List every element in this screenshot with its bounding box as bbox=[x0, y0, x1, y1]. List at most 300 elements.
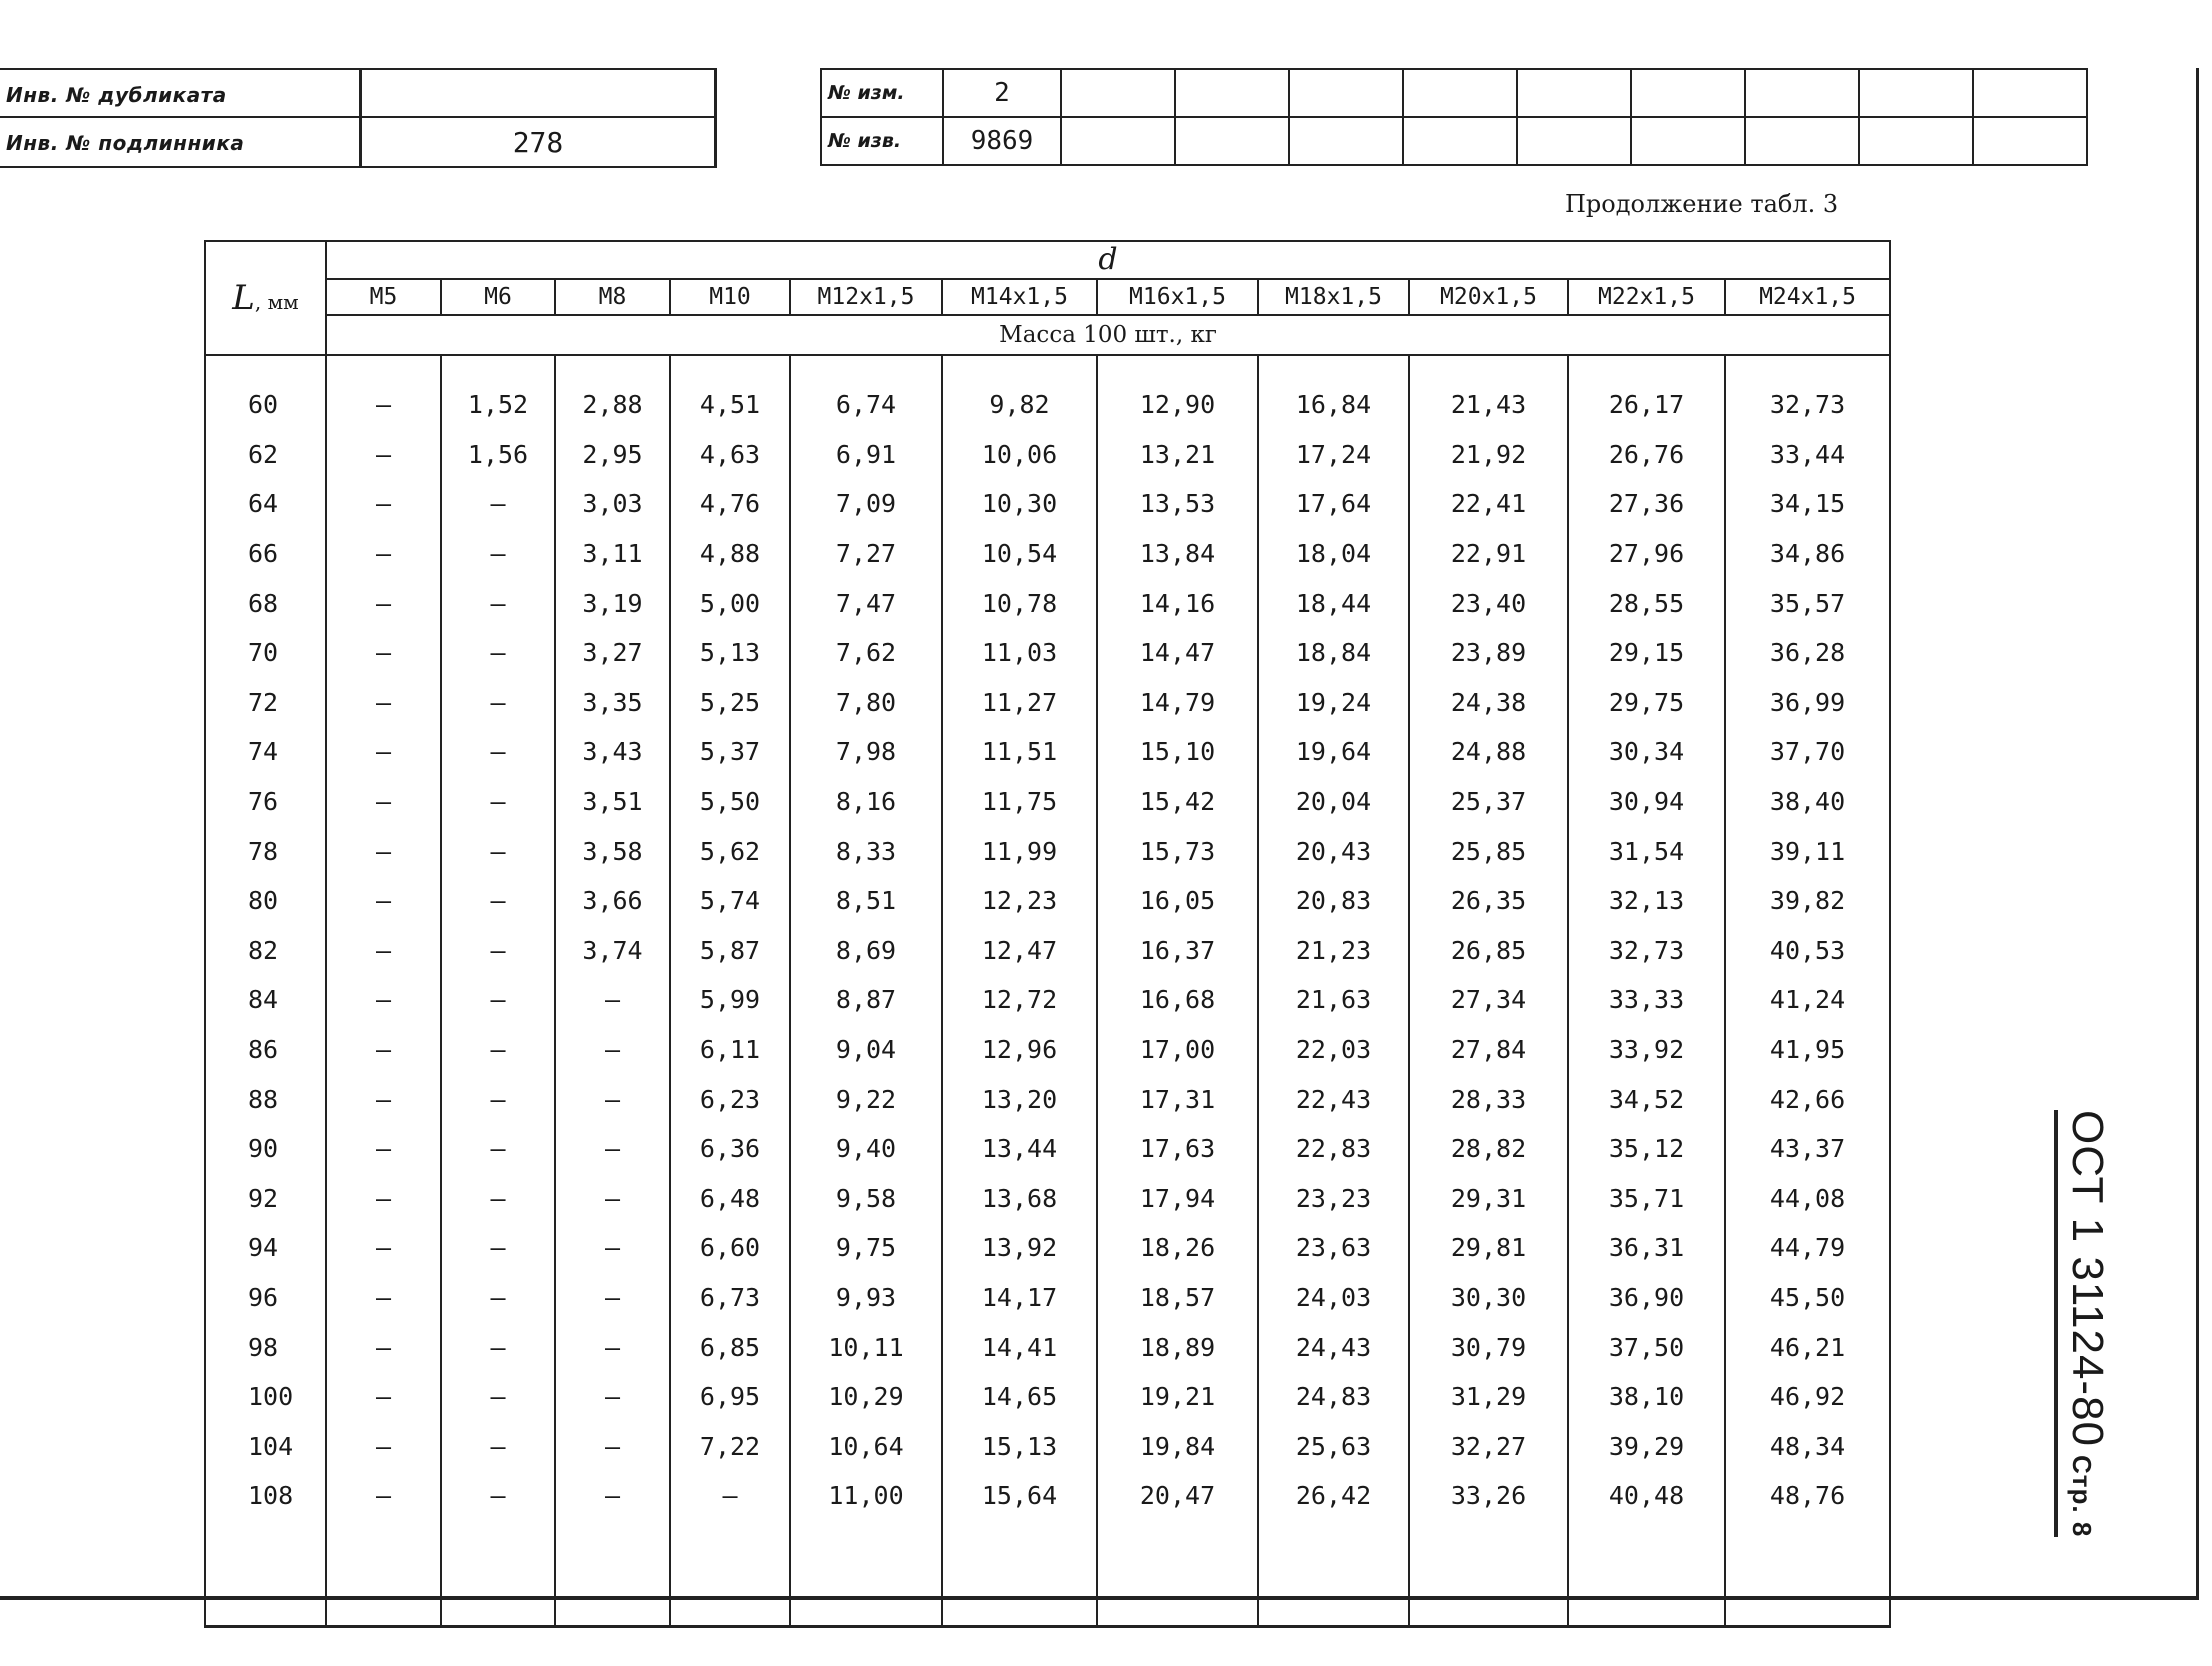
mass-cell: 38,40 bbox=[1725, 777, 1890, 827]
mass-cell: 12,23 bbox=[942, 876, 1097, 926]
mass-cell: 18,57 bbox=[1097, 1273, 1258, 1323]
mass-cell: 26,35 bbox=[1409, 876, 1568, 926]
mass-cell: 7,47 bbox=[790, 578, 942, 628]
empty-cell bbox=[1403, 117, 1517, 165]
mass-cell: 31,29 bbox=[1409, 1372, 1568, 1422]
mass-cell: – bbox=[555, 975, 670, 1025]
thread-size-header: M24x1,5 bbox=[1725, 279, 1890, 315]
mass-cell: 14,47 bbox=[1097, 628, 1258, 678]
mass-cell: 20,47 bbox=[1097, 1471, 1258, 1521]
mass-cell: 15,10 bbox=[1097, 727, 1258, 777]
filler-cell bbox=[1097, 1521, 1258, 1627]
mass-cell: – bbox=[555, 1471, 670, 1521]
length-cell: 98 bbox=[205, 1322, 326, 1372]
mass-cell: – bbox=[555, 1322, 670, 1372]
mass-cell: – bbox=[441, 926, 555, 976]
change-value: 2 bbox=[943, 69, 1061, 117]
mass-cell: 38,10 bbox=[1568, 1372, 1725, 1422]
empty-cell bbox=[1517, 117, 1631, 165]
mass-cell: 3,58 bbox=[555, 826, 670, 876]
mass-cell: 29,75 bbox=[1568, 678, 1725, 728]
length-cell: 60 bbox=[205, 380, 326, 430]
mass-cell: 6,74 bbox=[790, 380, 942, 430]
mass-cell: – bbox=[326, 1471, 441, 1521]
mass-cell: – bbox=[441, 1273, 555, 1323]
mass-cell: 7,80 bbox=[790, 678, 942, 728]
mass-cell: 26,17 bbox=[1568, 380, 1725, 430]
filler-cell bbox=[441, 1521, 555, 1627]
mass-cell: 12,47 bbox=[942, 926, 1097, 976]
spacer-row bbox=[205, 355, 1890, 380]
length-cell: 100 bbox=[205, 1372, 326, 1422]
mass-cell: 25,63 bbox=[1258, 1421, 1409, 1471]
length-cell: 108 bbox=[205, 1471, 326, 1521]
mass-cell: 21,63 bbox=[1258, 975, 1409, 1025]
mass-cell: 6,91 bbox=[790, 430, 942, 480]
mass-cell: 14,41 bbox=[942, 1322, 1097, 1372]
mass-cell: 24,43 bbox=[1258, 1322, 1409, 1372]
mass-cell: 5,13 bbox=[670, 628, 790, 678]
filler-cell bbox=[555, 1521, 670, 1627]
mass-cell: 9,58 bbox=[790, 1174, 942, 1224]
length-cell: 82 bbox=[205, 926, 326, 976]
empty-cell bbox=[1973, 117, 2087, 165]
mass-cell: 15,73 bbox=[1097, 826, 1258, 876]
table-row bbox=[205, 1174, 1890, 1224]
mass-cell: 32,27 bbox=[1409, 1421, 1568, 1471]
mass-cell: 16,05 bbox=[1097, 876, 1258, 926]
table-row bbox=[205, 529, 1890, 579]
diameter-header: d bbox=[326, 241, 1890, 279]
mass-cell: 1,56 bbox=[441, 430, 555, 480]
mass-cell: 15,13 bbox=[942, 1421, 1097, 1471]
mass-cell: 12,72 bbox=[942, 975, 1097, 1025]
empty-cell bbox=[1175, 69, 1289, 117]
mass-cell: – bbox=[555, 1074, 670, 1124]
mass-cell: – bbox=[441, 1174, 555, 1224]
mass-cell: – bbox=[326, 380, 441, 430]
mass-cell: 22,91 bbox=[1409, 529, 1568, 579]
mass-cell: 9,93 bbox=[790, 1273, 942, 1323]
length-cell: 90 bbox=[205, 1124, 326, 1174]
mass-cell: 5,62 bbox=[670, 826, 790, 876]
mass-cell: – bbox=[326, 1025, 441, 1075]
mass-cell: 33,33 bbox=[1568, 975, 1725, 1025]
thread-size-header: M10 bbox=[670, 279, 790, 315]
mass-cell: – bbox=[326, 1273, 441, 1323]
mass-cell: 48,34 bbox=[1725, 1421, 1890, 1471]
spacer-cell bbox=[670, 355, 790, 380]
mass-cell: 35,12 bbox=[1568, 1124, 1725, 1174]
mass-cell: 17,63 bbox=[1097, 1124, 1258, 1174]
mass-cell: 36,28 bbox=[1725, 628, 1890, 678]
mass-cell: 9,40 bbox=[790, 1124, 942, 1174]
table-row bbox=[205, 1471, 1890, 1521]
mass-cell: 2,95 bbox=[555, 430, 670, 480]
mass-cell: 3,35 bbox=[555, 678, 670, 728]
mass-cell: 33,92 bbox=[1568, 1025, 1725, 1075]
mass-cell: – bbox=[326, 479, 441, 529]
table-row bbox=[205, 1421, 1890, 1471]
mass-cell: 3,43 bbox=[555, 727, 670, 777]
mass-cell: 39,29 bbox=[1568, 1421, 1725, 1471]
mass-cell: 13,68 bbox=[942, 1174, 1097, 1224]
length-cell: 94 bbox=[205, 1223, 326, 1273]
mass-cell: 44,79 bbox=[1725, 1223, 1890, 1273]
filler-cell bbox=[1258, 1521, 1409, 1627]
mass-cell: – bbox=[326, 1372, 441, 1422]
filler-cell bbox=[942, 1521, 1097, 1627]
table-row bbox=[205, 826, 1890, 876]
original-value: 278 bbox=[362, 118, 717, 168]
mass-cell: 16,84 bbox=[1258, 380, 1409, 430]
mass-cell: 5,25 bbox=[670, 678, 790, 728]
mass-cell: 23,40 bbox=[1409, 578, 1568, 628]
mass-cell: 17,94 bbox=[1097, 1174, 1258, 1224]
mass-cell: 26,42 bbox=[1258, 1471, 1409, 1521]
mass-cell: 36,99 bbox=[1725, 678, 1890, 728]
duplicate-row bbox=[0, 68, 717, 118]
mass-cell: 14,16 bbox=[1097, 578, 1258, 628]
mass-cell: 14,17 bbox=[942, 1273, 1097, 1323]
spacer-cell bbox=[1097, 355, 1258, 380]
standard-designation bbox=[2054, 1110, 2112, 1537]
table-row bbox=[205, 1124, 1890, 1174]
table-row bbox=[205, 1223, 1890, 1273]
mass-cell: 34,86 bbox=[1725, 529, 1890, 579]
mass-cell: 3,19 bbox=[555, 578, 670, 628]
mass-cell: – bbox=[326, 529, 441, 579]
mass-cell: 46,92 bbox=[1725, 1372, 1890, 1422]
mass-cell: 22,03 bbox=[1258, 1025, 1409, 1075]
empty-cell bbox=[1289, 117, 1403, 165]
empty-cell bbox=[1517, 69, 1631, 117]
mass-cell: – bbox=[555, 1372, 670, 1422]
thread-size-header: M16x1,5 bbox=[1097, 279, 1258, 315]
table-row bbox=[205, 1273, 1890, 1323]
mass-cell: 19,21 bbox=[1097, 1372, 1258, 1422]
mass-cell: – bbox=[441, 1471, 555, 1521]
mass-cell: – bbox=[441, 578, 555, 628]
mass-cell: 8,16 bbox=[790, 777, 942, 827]
original-row bbox=[0, 118, 717, 168]
mass-cell: – bbox=[326, 876, 441, 926]
spacer-cell bbox=[1725, 355, 1890, 380]
mass-cell: 24,88 bbox=[1409, 727, 1568, 777]
mass-cell: 44,08 bbox=[1725, 1174, 1890, 1224]
mass-cell: 13,21 bbox=[1097, 430, 1258, 480]
mass-cell: 9,75 bbox=[790, 1223, 942, 1273]
table-row bbox=[205, 678, 1890, 728]
mass-cell: 31,54 bbox=[1568, 826, 1725, 876]
empty-cell bbox=[1859, 69, 1973, 117]
duplicate-value bbox=[362, 68, 717, 118]
table-row bbox=[205, 578, 1890, 628]
length-cell: 86 bbox=[205, 1025, 326, 1075]
mass-cell: 9,04 bbox=[790, 1025, 942, 1075]
mass-cell: 36,31 bbox=[1568, 1223, 1725, 1273]
mass-cell: 32,73 bbox=[1725, 380, 1890, 430]
mass-cell: – bbox=[555, 1174, 670, 1224]
length-cell: 64 bbox=[205, 479, 326, 529]
inventory-stamp bbox=[0, 68, 717, 168]
filler-cell bbox=[790, 1521, 942, 1627]
empty-cell bbox=[1745, 69, 1859, 117]
mass-cell: – bbox=[326, 1074, 441, 1124]
mass-cell: 3,11 bbox=[555, 529, 670, 579]
mass-cell: 18,89 bbox=[1097, 1322, 1258, 1372]
mass-cell: 17,00 bbox=[1097, 1025, 1258, 1075]
mass-table bbox=[204, 240, 1891, 1628]
mass-cell: 22,41 bbox=[1409, 479, 1568, 529]
mass-cell: 43,37 bbox=[1725, 1124, 1890, 1174]
mass-cell: 28,55 bbox=[1568, 578, 1725, 628]
spacer-cell bbox=[1258, 355, 1409, 380]
mass-cell: 7,98 bbox=[790, 727, 942, 777]
length-cell: 72 bbox=[205, 678, 326, 728]
mass-cell: – bbox=[326, 430, 441, 480]
thread-size-header: M6 bbox=[441, 279, 555, 315]
mass-cell: 41,95 bbox=[1725, 1025, 1890, 1075]
spacer-cell bbox=[555, 355, 670, 380]
length-header bbox=[205, 241, 326, 355]
mass-cell: 20,43 bbox=[1258, 826, 1409, 876]
mass-cell: 13,92 bbox=[942, 1223, 1097, 1273]
mass-cell: 29,31 bbox=[1409, 1174, 1568, 1224]
mass-cell: 18,44 bbox=[1258, 578, 1409, 628]
length-cell: 92 bbox=[205, 1174, 326, 1224]
mass-cell: – bbox=[441, 727, 555, 777]
mass-cell: 28,33 bbox=[1409, 1074, 1568, 1124]
mass-cell: 23,63 bbox=[1258, 1223, 1409, 1273]
mass-cell: 4,63 bbox=[670, 430, 790, 480]
empty-cell bbox=[1403, 69, 1517, 117]
thread-size-header: M22x1,5 bbox=[1568, 279, 1725, 315]
mass-cell: 13,84 bbox=[1097, 529, 1258, 579]
mass-cell: 15,42 bbox=[1097, 777, 1258, 827]
notice-label: № изв. bbox=[821, 117, 943, 165]
length-cell: 80 bbox=[205, 876, 326, 926]
filler-cell bbox=[326, 1521, 441, 1627]
mass-cell: 6,11 bbox=[670, 1025, 790, 1075]
mass-cell: – bbox=[326, 926, 441, 976]
mass-cell: 23,23 bbox=[1258, 1174, 1409, 1224]
mass-cell: – bbox=[326, 1322, 441, 1372]
mass-cell: 11,03 bbox=[942, 628, 1097, 678]
mass-cell: 3,27 bbox=[555, 628, 670, 678]
thread-size-header: M12x1,5 bbox=[790, 279, 942, 315]
mass-cell: 34,15 bbox=[1725, 479, 1890, 529]
mass-cell: – bbox=[555, 1025, 670, 1075]
empty-cell bbox=[1745, 117, 1859, 165]
mass-cell: 15,64 bbox=[942, 1471, 1097, 1521]
filler-row bbox=[205, 1521, 1890, 1627]
mass-cell: 19,64 bbox=[1258, 727, 1409, 777]
mass-cell: 10,06 bbox=[942, 430, 1097, 480]
mass-cell: 4,51 bbox=[670, 380, 790, 430]
mass-cell: 5,50 bbox=[670, 777, 790, 827]
length-cell: 74 bbox=[205, 727, 326, 777]
mass-cell: 3,66 bbox=[555, 876, 670, 926]
table-row bbox=[205, 1025, 1890, 1075]
mass-cell: 33,44 bbox=[1725, 430, 1890, 480]
mass-cell: 10,30 bbox=[942, 479, 1097, 529]
mass-cell: 6,48 bbox=[670, 1174, 790, 1224]
mass-cell: 11,51 bbox=[942, 727, 1097, 777]
mass-cell: – bbox=[326, 678, 441, 728]
mass-cell: 5,87 bbox=[670, 926, 790, 976]
thread-size-header: M14x1,5 bbox=[942, 279, 1097, 315]
spacer-cell bbox=[326, 355, 441, 380]
thread-size-header: M8 bbox=[555, 279, 670, 315]
table-row bbox=[205, 479, 1890, 529]
length-cell: 96 bbox=[205, 1273, 326, 1323]
mass-cell: 5,99 bbox=[670, 975, 790, 1025]
mass-cell: – bbox=[441, 628, 555, 678]
mass-cell: – bbox=[670, 1471, 790, 1521]
mass-cell: 6,60 bbox=[670, 1223, 790, 1273]
mass-cell: 8,69 bbox=[790, 926, 942, 976]
mass-cell: – bbox=[326, 777, 441, 827]
mass-cell: 26,76 bbox=[1568, 430, 1725, 480]
length-cell: 66 bbox=[205, 529, 326, 579]
mass-cell: 29,81 bbox=[1409, 1223, 1568, 1273]
mass-cell: 10,64 bbox=[790, 1421, 942, 1471]
table-row bbox=[205, 1074, 1890, 1124]
duplicate-label: Инв. № дубликата bbox=[0, 68, 362, 118]
mass-cell: – bbox=[326, 1223, 441, 1273]
filler-cell bbox=[1568, 1521, 1725, 1627]
mass-cell: 11,75 bbox=[942, 777, 1097, 827]
table-row bbox=[205, 926, 1890, 976]
mass-cell: – bbox=[555, 1223, 670, 1273]
mass-cell: – bbox=[326, 727, 441, 777]
mass-cell: 40,53 bbox=[1725, 926, 1890, 976]
empty-cell bbox=[1859, 117, 1973, 165]
mass-header-row bbox=[205, 315, 1890, 355]
mass-cell: 35,71 bbox=[1568, 1174, 1725, 1224]
table-row bbox=[205, 975, 1890, 1025]
mass-cell: – bbox=[441, 826, 555, 876]
mass-cell: 10,78 bbox=[942, 578, 1097, 628]
mass-cell: 32,73 bbox=[1568, 926, 1725, 976]
table-row bbox=[205, 430, 1890, 480]
mass-cell: 14,65 bbox=[942, 1372, 1097, 1422]
mass-cell: 3,51 bbox=[555, 777, 670, 827]
mass-cell: 35,57 bbox=[1725, 578, 1890, 628]
filler-cell bbox=[1725, 1521, 1890, 1627]
table-row bbox=[205, 876, 1890, 926]
thread-size-header: M5 bbox=[326, 279, 441, 315]
notice-value: 9869 bbox=[943, 117, 1061, 165]
mass-cell: 30,94 bbox=[1568, 777, 1725, 827]
mass-cell: 32,13 bbox=[1568, 876, 1725, 926]
mass-cell: 23,89 bbox=[1409, 628, 1568, 678]
mass-cell: 34,52 bbox=[1568, 1074, 1725, 1124]
length-cell: 84 bbox=[205, 975, 326, 1025]
spacer-cell bbox=[205, 355, 326, 380]
mass-cell: 19,84 bbox=[1097, 1421, 1258, 1471]
mass-cell: 16,37 bbox=[1097, 926, 1258, 976]
mass-cell: 12,90 bbox=[1097, 380, 1258, 430]
mass-cell: 7,62 bbox=[790, 628, 942, 678]
mass-cell: – bbox=[326, 1421, 441, 1471]
empty-cell bbox=[1973, 69, 2087, 117]
mass-cell: – bbox=[441, 1322, 555, 1372]
mass-cell: 17,24 bbox=[1258, 430, 1409, 480]
mass-cell: 26,85 bbox=[1409, 926, 1568, 976]
spacer-cell bbox=[790, 355, 942, 380]
length-symbol: L bbox=[232, 278, 255, 318]
spacer-cell bbox=[1568, 355, 1725, 380]
table-row bbox=[205, 777, 1890, 827]
filler-cell bbox=[670, 1521, 790, 1627]
empty-cell bbox=[1631, 117, 1745, 165]
mass-cell: 11,27 bbox=[942, 678, 1097, 728]
mass-cell: 30,30 bbox=[1409, 1273, 1568, 1323]
mass-cell: 8,87 bbox=[790, 975, 942, 1025]
mass-cell: 18,84 bbox=[1258, 628, 1409, 678]
thread-size-header: M18x1,5 bbox=[1258, 279, 1409, 315]
mass-cell: – bbox=[555, 1273, 670, 1323]
mass-cell: – bbox=[441, 529, 555, 579]
mass-cell: 25,37 bbox=[1409, 777, 1568, 827]
mass-cell: 8,33 bbox=[790, 826, 942, 876]
thread-size-row bbox=[205, 279, 1890, 315]
mass-cell: – bbox=[326, 826, 441, 876]
mass-cell: 13,53 bbox=[1097, 479, 1258, 529]
table-continuation-caption: Продолжение табл. 3 bbox=[1565, 190, 1839, 218]
mass-cell: – bbox=[326, 975, 441, 1025]
mass-cell: – bbox=[555, 1421, 670, 1471]
mass-cell: 6,73 bbox=[670, 1273, 790, 1323]
mass-cell: 25,85 bbox=[1409, 826, 1568, 876]
mass-cell: 42,66 bbox=[1725, 1074, 1890, 1124]
mass-cell: 18,04 bbox=[1258, 529, 1409, 579]
mass-cell: 24,38 bbox=[1409, 678, 1568, 728]
change-stamp-table bbox=[820, 68, 2088, 166]
mass-cell: 4,76 bbox=[670, 479, 790, 529]
mass-cell: – bbox=[441, 1372, 555, 1422]
length-cell: 88 bbox=[205, 1074, 326, 1124]
mass-cell: – bbox=[441, 1074, 555, 1124]
table-row bbox=[205, 1372, 1890, 1422]
mass-cell: – bbox=[441, 876, 555, 926]
mass-cell: 7,27 bbox=[790, 529, 942, 579]
empty-cell bbox=[1061, 117, 1175, 165]
mass-cell: – bbox=[441, 1421, 555, 1471]
length-cell: 104 bbox=[205, 1421, 326, 1471]
header-row-d bbox=[205, 241, 1890, 279]
length-cell: 76 bbox=[205, 777, 326, 827]
empty-cell bbox=[1061, 69, 1175, 117]
mass-cell: 27,36 bbox=[1568, 479, 1725, 529]
mass-cell: 20,04 bbox=[1258, 777, 1409, 827]
table-row bbox=[205, 628, 1890, 678]
mass-cell: 17,64 bbox=[1258, 479, 1409, 529]
mass-cell: 21,23 bbox=[1258, 926, 1409, 976]
mass-cell: 3,74 bbox=[555, 926, 670, 976]
mass-cell: 7,22 bbox=[670, 1421, 790, 1471]
mass-cell: – bbox=[326, 578, 441, 628]
empty-cell bbox=[1631, 69, 1745, 117]
mass-header: Масса 100 шт., кг bbox=[326, 315, 1890, 355]
table-row bbox=[205, 727, 1890, 777]
mass-cell: 6,36 bbox=[670, 1124, 790, 1174]
table-row bbox=[205, 380, 1890, 430]
mass-cell: 20,83 bbox=[1258, 876, 1409, 926]
designation-text: ОСТ 1 31124-80 bbox=[2063, 1110, 2112, 1448]
